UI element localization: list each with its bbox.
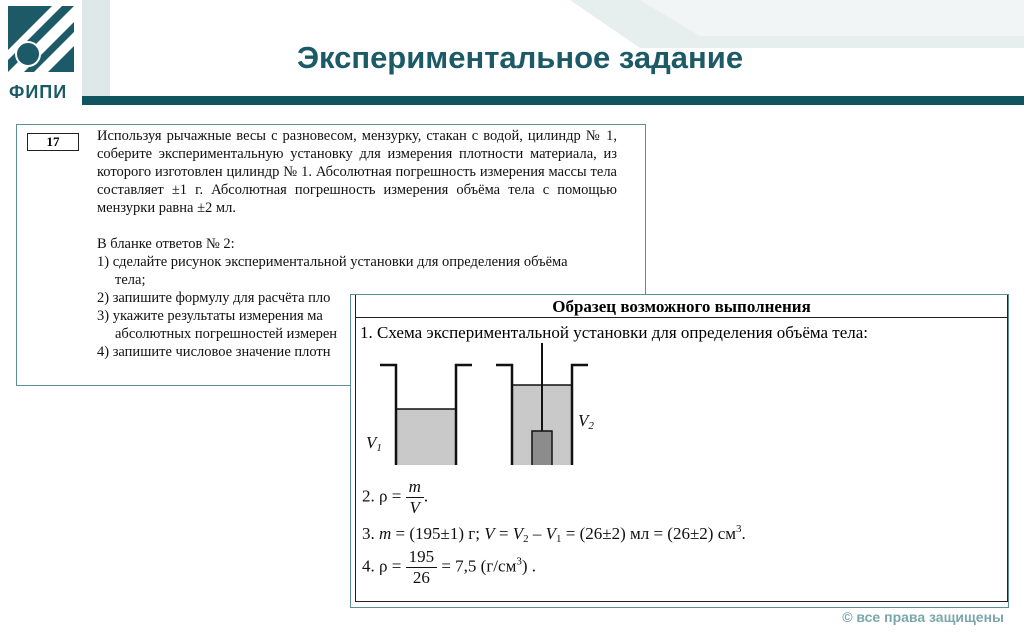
task-item-3: 3) укажите результаты измерения ма [97,308,323,324]
f4-rest: = 7,5 (г/см [441,556,517,576]
logo-text: ФИПИ [9,82,68,102]
f4-numerator: 195 [406,547,438,568]
f3-v: V [484,524,495,543]
f3-v2: V [512,524,524,543]
v2-letter: V [578,411,589,430]
f3-eq: = [498,524,509,543]
f3-sup: 3 [736,523,742,535]
f4-end: ) . [521,556,536,576]
beaker-1 [380,365,472,465]
setup-diagram [376,335,636,465]
f2-fraction [406,477,424,518]
task-item-2: 2) запишите формулу для расчёта пло [97,290,331,306]
f3-v2-sub: 2 [523,533,529,545]
f2-prefix: 2. ρ = [362,486,402,506]
v1-label [366,433,382,454]
answer-card [350,294,1009,608]
copyright: © все права защищены [842,609,1004,625]
f3-minus: – [532,524,542,543]
v2-label [578,411,594,432]
answer-header: Образец возможного выполнения [356,295,1007,318]
formula-4 [362,547,536,588]
answer-table [355,295,1008,602]
task-item-1: 1) сделайте рисунок экспериментальной установки для определения объёма [97,254,568,270]
f3-v1-sub: 1 [555,533,562,545]
f4-fraction [406,547,438,588]
f3-m: m [379,524,392,543]
page-title: Экспериментальное задание [296,40,744,75]
v2-sub: 2 [588,420,594,432]
f2-denominator: V [409,498,420,517]
f4-denominator: 26 [412,568,430,587]
f2-suffix: . [423,486,429,506]
f2-numerator: m [406,477,424,498]
formula-3 [362,523,746,545]
f3-rest: = (26±2) мл = (26±2) см [565,524,737,543]
task-item-1-cont: тела; [115,272,146,288]
v1-sub: 1 [376,442,382,454]
beaker-2 [496,343,588,465]
task-item-3-cont: абсолютных погрешностей измерен [115,326,338,342]
f3-mass: = (195±1) г; [395,524,480,543]
task-number: 17 [27,133,79,151]
answer-line-1: 1. Схема экспериментальной установки для определения объёма тела: [360,323,869,342]
f4-sup: 3 [516,555,522,568]
task-paragraph: Используя рычажные весы с разновесом, мензурку, стакан с водой, цилиндр № 1, соберите экспериментальную установку для измерения плотности материала, из которого изготовлен цилиндр № 1. Абсолютная погрешность измерения массы тела составляет ±1 г. Абсолютная погрешность измерения объёма тела с помощью мензурки равна ±2 мл. [97,128,617,216]
f3-prefix: 3. [362,524,375,543]
task-intro: В бланке ответов № 2: [97,236,235,252]
f3-end: . [741,524,746,543]
task-item-4: 4) запишите числовое значение плотн [97,344,331,360]
v1-letter: V [366,433,377,452]
formula-2 [362,477,428,518]
f4-prefix: 4. ρ = [362,556,402,576]
f3-v1: V [545,524,556,543]
